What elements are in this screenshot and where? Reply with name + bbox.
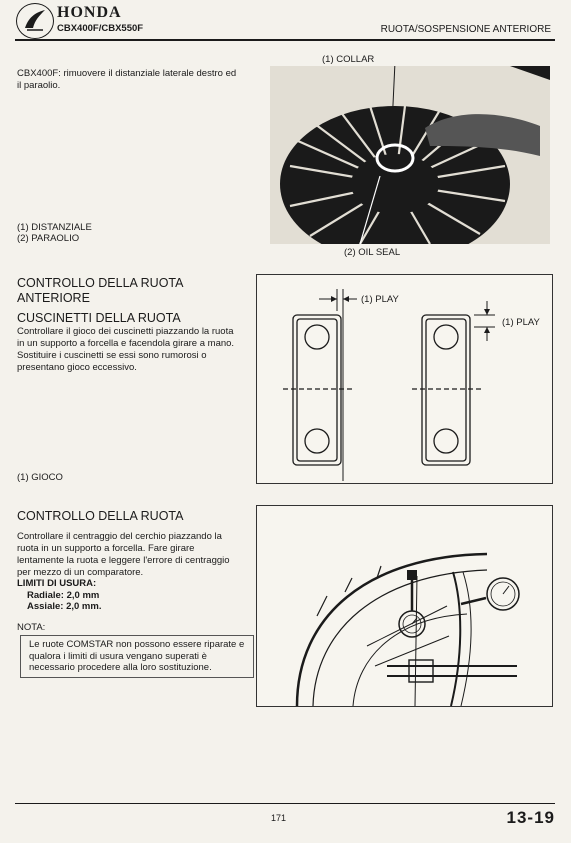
legend-gioco: (1) GIOCO bbox=[17, 472, 63, 483]
rim-check-heading: CONTROLLO DELLA RUOTA bbox=[17, 509, 184, 523]
photo-label-collar: (1) COLLAR bbox=[322, 54, 375, 65]
legend-distanziale: (1) DISTANZIALE bbox=[17, 222, 92, 233]
note-text: Le ruote COMSTAR non possono essere riparate e qualora i limiti di usura vengano superati è necessario procedere alla loro sostituzione. bbox=[29, 639, 245, 673]
fig-label-play-right: (1) PLAY bbox=[502, 317, 540, 328]
bearing-play-figure bbox=[256, 274, 553, 484]
rim-runout-figure bbox=[256, 505, 553, 707]
limit-axial: Assiale: 2,0 mm. bbox=[27, 601, 102, 612]
limits-title: LIMITI DI USURA: bbox=[17, 578, 97, 589]
bearing-instruction: Controllare il gioco dei cuscinetti piazzando la ruota in un supporto a forcella e facendola girare a mano. Sostituire i cuscinetti se essi sono rumorosi o presentano gioco eccessivo. bbox=[17, 326, 235, 373]
rim-instruction: Controllare il centraggio del cerchio piazzando la ruota in un supporto a forcella. Fare girare lentamente la ruota e leggere l'errore di centraggio per mezzo di un comparatore. bbox=[17, 531, 230, 578]
fig-label-play-left: (1) PLAY bbox=[361, 294, 399, 305]
note-label: NOTA: bbox=[17, 622, 46, 633]
honda-wing-logo bbox=[16, 3, 54, 39]
page-number: 171 bbox=[271, 813, 287, 823]
legend-paraolio: (2) PARAOLIO bbox=[17, 233, 80, 244]
limit-radial: Radiale: 2,0 mm bbox=[27, 590, 100, 601]
header-rule bbox=[15, 39, 555, 41]
note-box bbox=[20, 635, 254, 678]
wheel-check-heading: CONTROLLO DELLA RUOTA ANTERIORE bbox=[17, 276, 183, 305]
footer-rule bbox=[15, 803, 555, 804]
hub-photo bbox=[270, 66, 550, 244]
model-name: CBX400F/CBX550F bbox=[57, 23, 144, 34]
section-title: RUOTA/SOSPENSIONE ANTERIORE bbox=[380, 24, 551, 35]
page-code: 13-19 bbox=[506, 808, 555, 827]
brand-name: HONDA bbox=[57, 4, 122, 21]
collar-instruction: CBX400F: rimuovere il distanziale laterale destro ed il paraolio. bbox=[17, 68, 237, 91]
photo-label-oilseal: (2) OIL SEAL bbox=[344, 247, 401, 258]
bearing-subheading: CUSCINETTI DELLA RUOTA bbox=[17, 311, 181, 325]
